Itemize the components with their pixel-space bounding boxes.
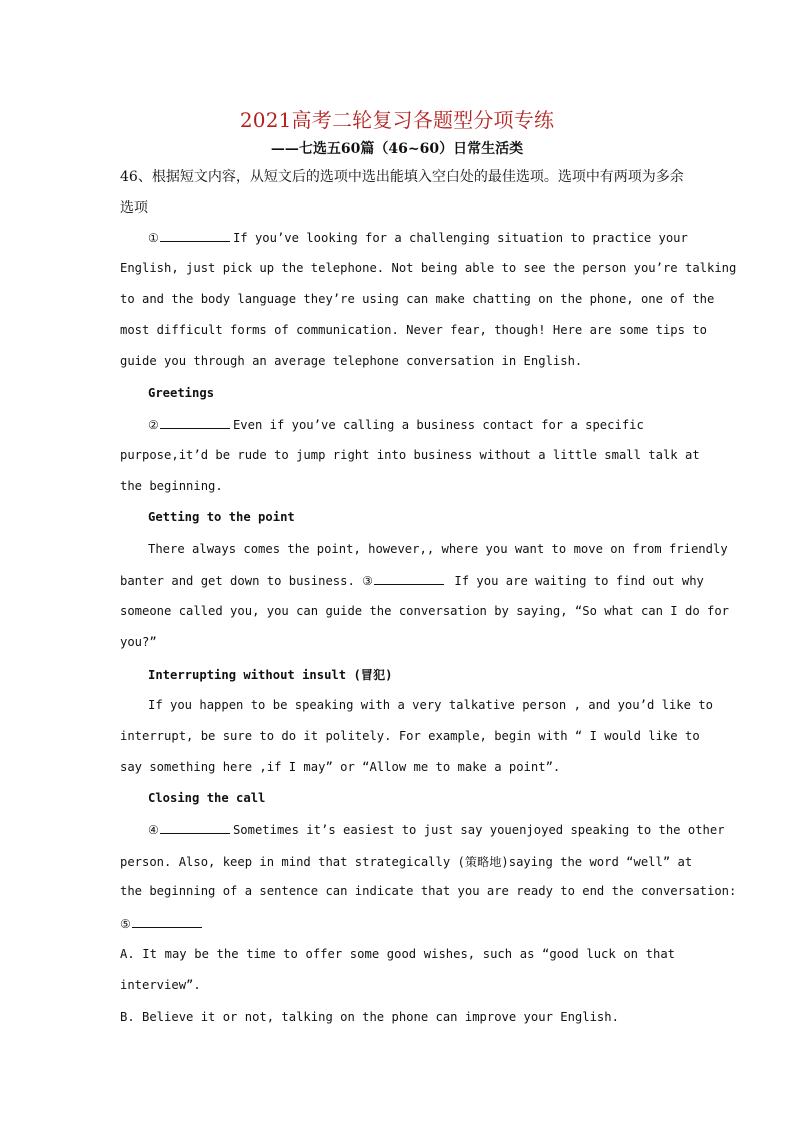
blank-number-4: ④ [148,823,159,837]
instruction-line-1: 46、根据短文内容，从短文后的选项中选出能填入空白处的最佳选项。选项中有两项为多余 [120,169,684,185]
para5-line-2: person. Also, keep in mind that strategically (策略地)saying the word “well” at [120,855,693,869]
instruction-line-2: 选项 [120,200,148,216]
para5-line-4 [120,916,675,931]
para3-line-1: There always comes the point, however,, where you want to move on from friendly [148,542,728,556]
blank-number-1: ① [148,231,159,245]
answer-blank-4 [160,822,230,834]
heading-getting-to-point: Getting to the point [148,510,295,524]
para3-line-2: banter and get down to business. ③ If you are waiting to find out why [120,574,704,588]
para2-line-2: purpose,it’d be rude to jump right into business without a little small talk at [120,448,700,462]
para1-line-3: to and the body language they’re using can make chatting on the phone, one of the [120,292,715,306]
blank-number-3: ③ [362,574,374,588]
para1-line-1: ① If you’ve looking for a challenging situation to practice your [148,231,688,245]
option-a-line-2: interview”. [120,978,201,992]
answer-blank-3 [374,573,444,585]
para2-line-3: the beginning. [120,479,223,493]
blank-number-2: ② [148,418,159,432]
para5-line-3: the beginning of a sentence can indicate that you are ready to end the conversation: [120,884,737,898]
para1-line-2: English, just pick up the telephone. Not being able to see the person you’re talking [120,261,737,275]
heading-greetings: Greetings [148,386,215,400]
para1-line-5: guide you through an average telephone conversation in English. [120,354,583,368]
page-title: 2021高考二轮复习各题型分项专练 [239,108,555,132]
para4-line-1: If you happen to be speaking with a very talkative person , and you’d like to [148,698,713,712]
answer-blank-2 [160,417,230,429]
para5-line-1: ④ Sometimes it’s easiest to just say youenjoyed speaking to the other [148,823,725,837]
para1-line-4: most difficult forms of communication. Never fear, though! Here are some tips to [120,323,707,337]
option-a-line-1: A. It may be the time to offer some good wishes, such as “good luck on that [120,947,675,961]
para2-line-1: ② Even if you’ve calling a business contact for a specific [148,418,644,432]
page-subtitle: ——七选五60篇（46~60）日常生活类 [270,141,524,157]
para3-line-4: you?” [120,635,157,649]
para4-line-3: say something here ,if I may” or “Allow me to make a point”. [120,760,561,774]
para4-line-2: interrupt, be sure to do it politely. For example, begin with “ I would like to [120,729,700,743]
answer-blank-1 [160,230,230,242]
heading-closing: Closing the call [148,791,266,805]
blank-number-5: ⑤ [120,917,131,931]
heading-interrupting: Interrupting without insult (冒犯) [148,668,393,682]
para3-line-3: someone called you, you can guide the conversation by saying, “So what can I do for [120,604,730,618]
answer-blank-5 [132,916,202,928]
option-b: B. Believe it or not, talking on the phone can improve your English. [120,1010,619,1024]
